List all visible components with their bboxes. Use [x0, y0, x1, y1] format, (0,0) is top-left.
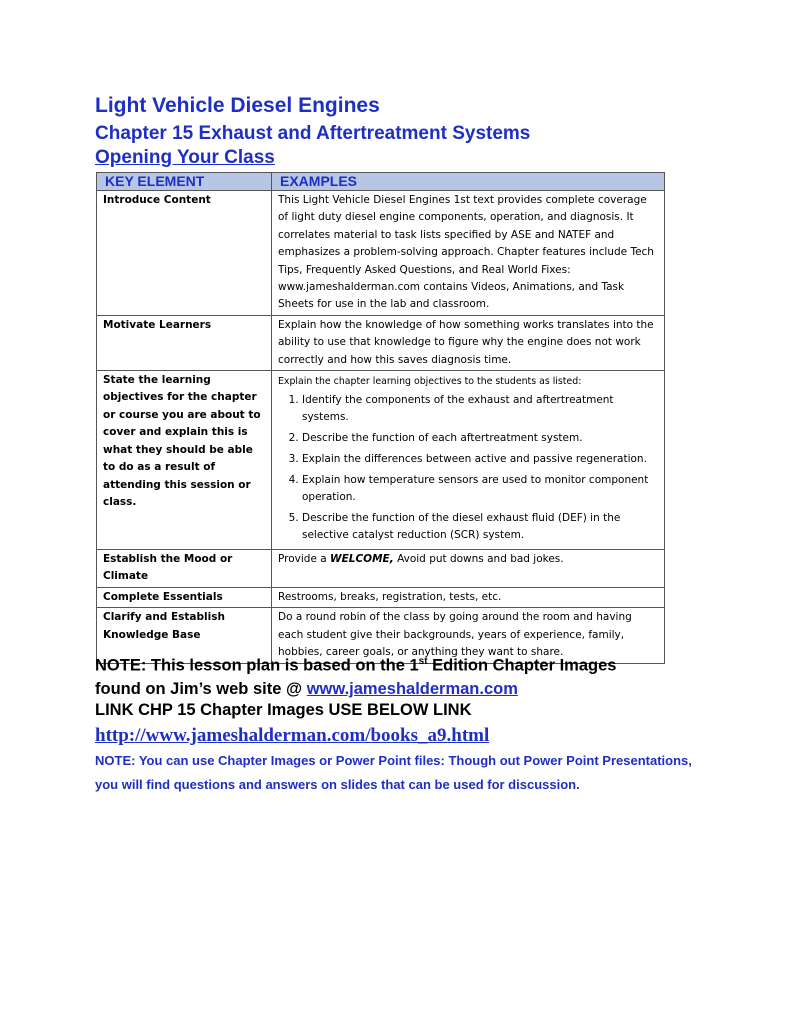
welcome-emphasis: WELCOME,	[330, 553, 394, 566]
example-knowledge: Do a round robin of the class by going around the room and having each student give their backgrounds, years of experience, family, hobbies, career goals, or anything they want to share.	[272, 608, 665, 663]
website-note-prefix: found on Jim’s web site @	[95, 680, 303, 698]
chapter-link-label: LINK CHP 15 Chapter Images USE BELOW LINK	[95, 701, 472, 719]
column-header-key-element: KEY ELEMENT	[97, 173, 272, 191]
key-element-mood: Establish the Mood or Climate	[97, 550, 272, 588]
chapter-subtitle: Chapter 15 Exhaust and Aftertreatment Systems	[95, 123, 531, 144]
example-objectives	[272, 371, 665, 550]
table-row	[97, 608, 665, 663]
example-motivate: Explain how the knowledge of how something works translates into the ability to use that knowledge to figure why the engine does not work correctly and how this saves diagnosis time.	[272, 315, 665, 370]
mood-suffix: Avoid put downs and bad jokes.	[397, 553, 564, 566]
edition-note-prefix: NOTE: This lesson plan is based on the 1	[95, 656, 419, 675]
lesson-plan-table	[96, 172, 665, 664]
objective-item: 4. Explain how temperature sensors are used to monitor component operation.	[302, 472, 660, 506]
example-essentials: Restrooms, breaks, registration, tests, etc.	[272, 587, 665, 607]
section-heading: Opening Your Class	[95, 147, 275, 168]
column-header-examples: EXAMPLES	[272, 173, 665, 191]
example-mood	[272, 550, 665, 588]
table-row	[97, 587, 665, 607]
key-element-introduce: Introduce Content	[97, 191, 272, 316]
powerpoint-note: NOTE: You can use Chapter Images or Power Point files: Though out Power Point Presentations, you will find questions and answers on slides that can be used for discussion.	[95, 753, 692, 792]
website-link[interactable]: www.jameshalderman.com	[306, 680, 518, 698]
objective-item: 2. Describe the function of each aftertreatment system.	[302, 430, 660, 447]
table-row	[97, 191, 665, 316]
key-element-knowledge: Clarify and Establish Knowledge Base	[97, 608, 272, 663]
table-row	[97, 371, 665, 550]
key-element-motivate: Motivate Learners	[97, 315, 272, 370]
objective-item: 5. Describe the function of the diesel exhaust fluid (DEF) in the selective catalyst reduction (SCR) system.	[302, 510, 660, 544]
edition-superscript: st	[418, 656, 428, 667]
objectives-list	[278, 392, 660, 544]
table-row	[97, 550, 665, 588]
edition-note	[95, 656, 616, 676]
key-element-objectives: State the learning objectives for the chapter or course you are about to cover and explain this is what they should be able to do as a result of attending this session or class.	[97, 371, 272, 550]
table-row	[97, 315, 665, 370]
table-header-row	[97, 173, 665, 191]
mood-prefix: Provide a	[278, 553, 327, 566]
chapter-images-link[interactable]: http://www.jameshalderman.com/books_a9.html	[95, 725, 490, 746]
objectives-intro: Explain the chapter learning objectives to the students as listed:	[278, 376, 582, 388]
key-element-essentials: Complete Essentials	[97, 587, 272, 607]
website-note	[95, 680, 518, 699]
document-title: Light Vehicle Diesel Engines	[95, 94, 380, 117]
edition-note-suffix: Edition Chapter Images	[432, 656, 617, 675]
objective-item: 3. Explain the differences between active and passive regeneration.	[302, 451, 660, 468]
example-introduce: This Light Vehicle Diesel Engines 1st text provides complete coverage of light duty diesel engine components, operation, and diagnosis. It correlates material to task lists specified by ASE and NATEF and emphasizes a problem-solving approach. Chapter features include Tech Tips, Frequently Asked Questions, and Real World Fixes: www.jameshalderman.com contains Videos, Animations, and Task Sheets for use in the lab and classroom.	[272, 191, 665, 316]
objective-item: 1. Identify the components of the exhaust and aftertreatment systems.	[302, 392, 660, 426]
